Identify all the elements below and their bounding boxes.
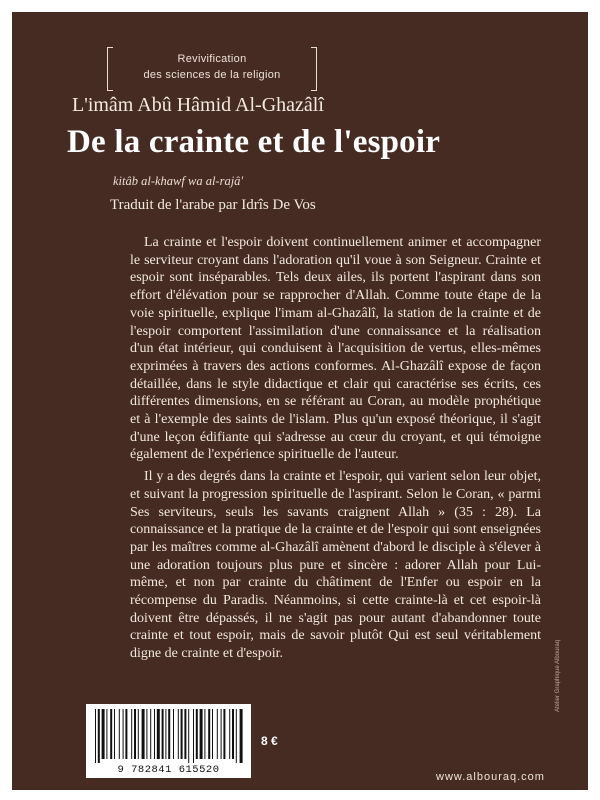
series-line-2: des sciences de la religion xyxy=(143,69,281,81)
book-back-cover xyxy=(12,12,588,790)
price-label: 8 € xyxy=(261,734,278,748)
book-title: De la crainte et de l'espoir xyxy=(67,124,441,160)
blurb-paragraph-1: La crainte et l'espoir doivent continuellement animer et accompagner le serviteur croyant dans l'adoration qu'il voue à son Seigneur. Crainte et espoir sont inséparables. Tels deux ailes, ils portent l'aspirant dans son effort d'élévation pour se rapprocher d'Allah. Comme toute étape de la voie spirituelle, explique l'imam al-Ghazâlî, la station de la crainte et de l'espoir comportent l'assimilation d'une connaissance et la réalisation d'un état intérieur, qui conduisent à l'acquisition de vertus, elles-mêmes exprimées à travers des actions conformes. Al-Ghazâlî expose de façon détaillée, dans le style didactique et clair qui caractérise ses écrits, ces différentes dimensions, en se référant au Coran, au modèle prophétique et à l'exemple des saints de l'islam. Plus qu'un exposé théorique, il s'agit d'une leçon édifiante qui s'adresse au cœur du croyant, et qui témoigne également de l'expérience spirituelle de l'auteur. xyxy=(130,235,541,463)
series-line-1: Revivification xyxy=(177,53,247,65)
barcode-bars xyxy=(93,709,244,763)
right-bracket xyxy=(311,47,317,91)
author-name: L'imâm Abû Hâmid Al-Ghazâlî xyxy=(72,94,324,116)
publisher-website: www.albouraq.com xyxy=(436,771,545,783)
isbn-number: 9 782841 615520 xyxy=(117,764,220,776)
translator-credit: Traduit de l'arabe par Idrîs De Vos xyxy=(110,197,316,213)
arabic-title-transliteration: kitâb al-khawf wa al-rajâ' xyxy=(113,174,244,188)
design-credit: Atelier Graphique Albouraq xyxy=(555,639,561,712)
barcode xyxy=(86,704,251,778)
series-label xyxy=(107,47,317,91)
blurb-paragraph-2: Il y a des degrés dans la crainte et l'espoir, qui varient selon leur objet, et suivant la progression spirituelle de l'aspirant. Selon le Coran, « parmi Ses serviteurs, seuls les savants craignent Allah » (35 : 28). La connaissance et la pratique de la crainte et de l'espoir qui sont enseignées par les maîtres comme al-Ghazâlî amènent d'abord le disciple à s'élever à une adoration toujours plus pure et sincère : adorer Allah pour Lui-même, et non par crainte du châtiment de l'Enfer ou espoir en la récompense du Paradis. Néanmoins, si cette crainte-là et cet espoir-là doivent être dépassés, il ne s'agit pas pour autant d'abandonner toute crainte et tout espoir, mais de savoir plutôt Qui est seul véritablement digne de crainte et d'espoir. xyxy=(130,469,541,662)
blurb-text xyxy=(130,234,541,663)
